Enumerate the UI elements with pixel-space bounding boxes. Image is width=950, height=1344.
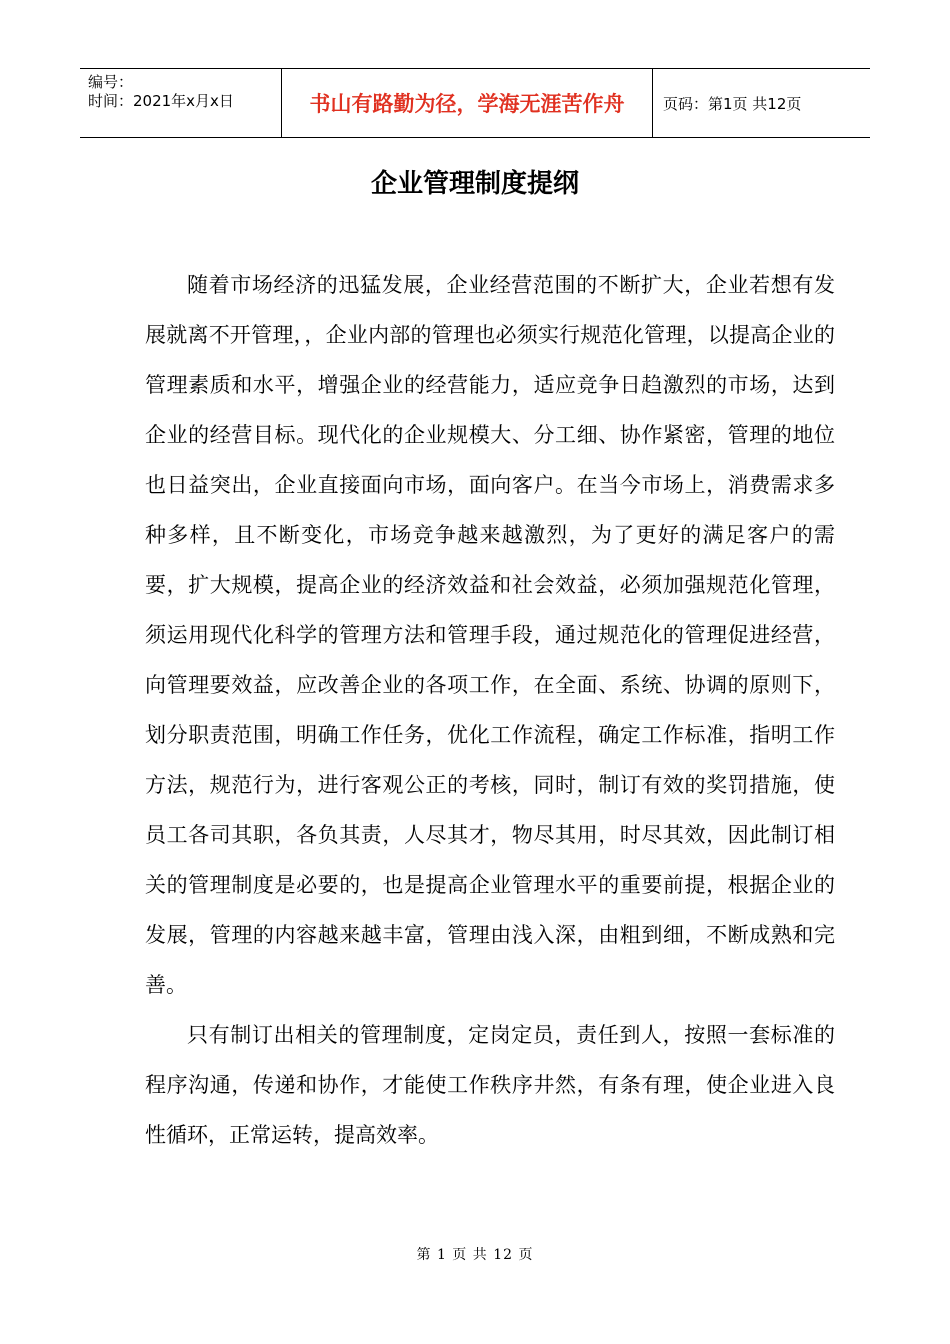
body-paragraph-1: 随着市场经济的迅猛发展，企业经营范围的不断扩大，企业若想有发展就离不开管理，，企业内部的管理也必须实行规范化管理，以提高企业的管理素质和水平，增强企业的经营能力，适应竞争日趋激烈的市场，达到企业的经营目标。现代化的企业规模大、分工细、协作紧密，管理的地位也日益突出，企业直接面向市场，面向客户。在当今市场上，消费需求多种多样，且不断变化，市场竞争越来越激烈，为了更好的满足客户的需要，扩大规模，提高企业的经济效益和社会效益，必须加强规范化管理，须运用现代化科学的管理方法和管理手段，通过规范化的管理促进经营，向管理要效益，应改善企业的各项工作，在全面、系统、协调的原则下，划分职责范围，明确工作任务，优化工作流程，确定工作标准，指明工作方法，规范行为，进行客观公正的考核，同时，制订有效的奖罚措施，使员工各司其职，各负其责，人尽其才，物尽其用，时尽其效，因此制订相关的管理制度是必要的，也是提高企业管理水平的重要前提，根据企业的发展，管理的内容越来越丰富，管理由浅入深，由粗到细，不断成熟和完善。 xyxy=(145,273,835,997)
document-time-label: 时间：2021年x月x日 xyxy=(88,92,234,110)
page-footer: 第 1 页 共 12 页 xyxy=(416,1247,534,1263)
document-number-label: 编号： xyxy=(88,73,134,91)
header-page-info: 页码：第1页 共12页 xyxy=(663,94,802,113)
page-header xyxy=(80,68,870,138)
header-motto: 书山有路勤为径，学海无涯苦作舟 xyxy=(282,69,653,137)
body-paragraph-2: 只有制订出相关的管理制度，定岗定员，责任到人，按照一套标准的程序沟通，传递和协作，才能使工作秩序井然，有条有理，使企业进入良性循环，正常运转，提高效率。 xyxy=(145,1023,835,1147)
document-title: 企业管理制度提纲 xyxy=(370,169,579,199)
header-meta-cell xyxy=(80,69,282,137)
document-body xyxy=(145,260,835,1160)
